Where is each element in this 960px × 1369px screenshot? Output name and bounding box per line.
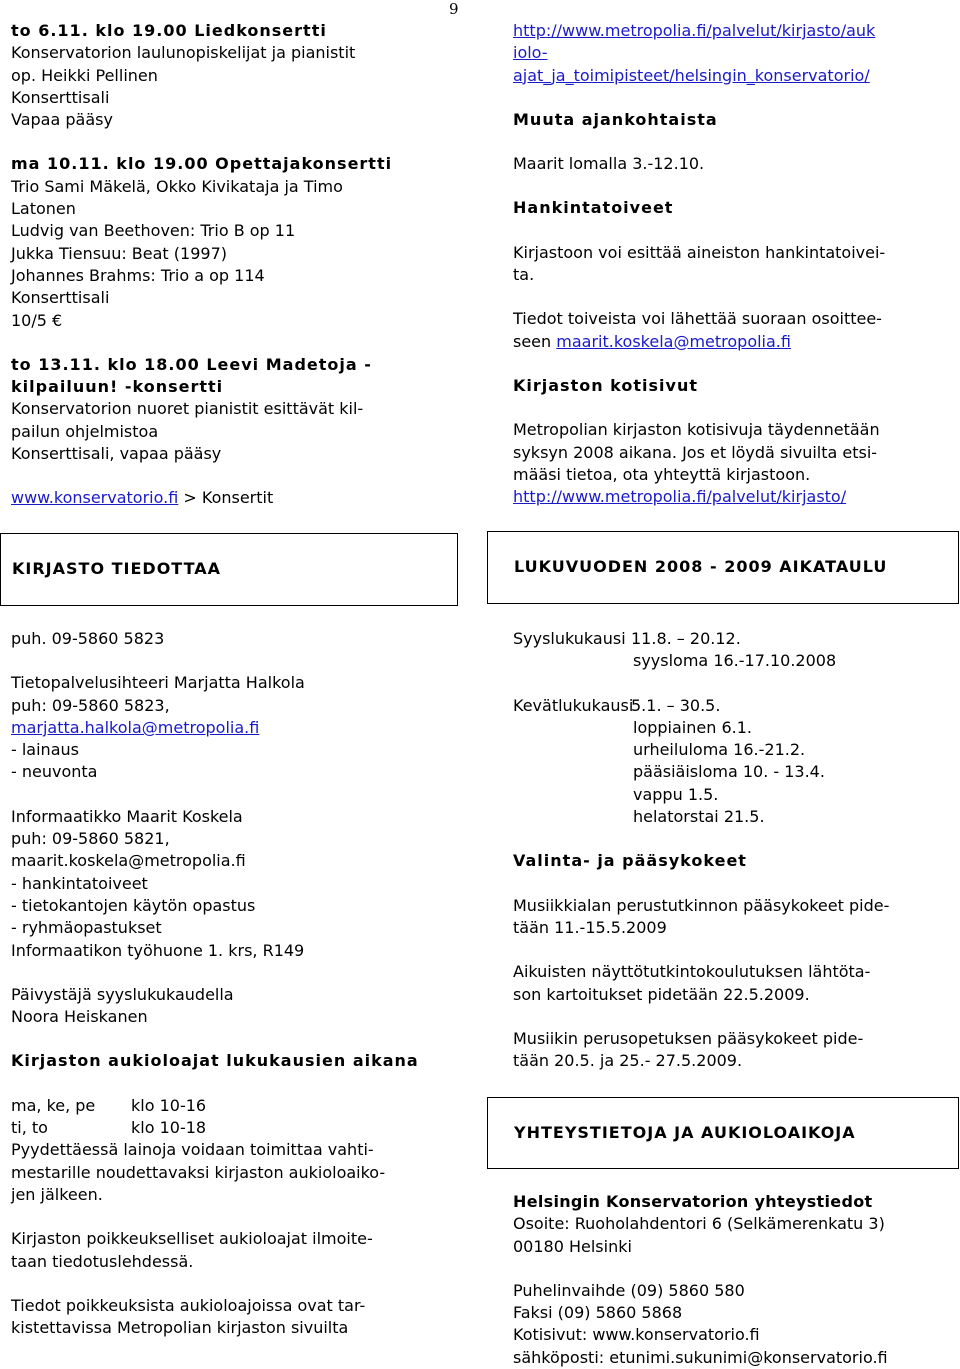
contact-web: Kotisivut: www.konservatorio.fi — [513, 1325, 760, 1345]
spring-holiday: pääsiäisloma 10. - 13.4. — [633, 762, 825, 782]
concert-2-line: Konserttisali — [11, 288, 110, 308]
schedule-column — [513, 628, 953, 1072]
concert-3-line: pailun ohjelmistoa — [11, 421, 159, 441]
concert-1-date: to 6.11. klo 19.00 Liedkonsertti — [11, 21, 327, 40]
concert-1-line: Konservatorion laulunopiskelijat ja pianistit — [11, 43, 356, 63]
exceptions-text-2: kistettavissa Metropolian kirjaston sivuilta — [11, 1318, 349, 1338]
schedule-title: LUKUVUODEN 2008 - 2009 AIKATAULU — [514, 557, 888, 577]
person-2-task: - tietokantojen käytön opastus — [11, 895, 256, 915]
concert-2-line: Jukka Tiensuu: Beat (1997) — [11, 243, 227, 263]
hours-time: klo 10-18 — [131, 1118, 207, 1138]
contact-phone: Puhelinvaihde (09) 5860 580 — [513, 1280, 745, 1300]
concerts-column — [11, 20, 441, 510]
entrance-exams-text: Musiikkialan perustutkinnon pääsykokeet pide- — [513, 895, 890, 915]
concert-3-link-row — [11, 487, 441, 509]
homepage-text: Metropolian kirjaston kotisivuja täydennetään — [513, 420, 880, 440]
entrance-exams-text: tään 20.5. ja 25.- 27.5.2009. — [513, 1051, 743, 1071]
spring-holiday: vappu 1.5. — [633, 784, 719, 804]
concert-2-date: ma 10.11. klo 19.00 Opettajakonsertti — [11, 154, 393, 174]
concert-3-date: to 13.11. klo 18.00 Leevi Madetoja - — [11, 354, 372, 374]
person-2-task: - ryhmäopastukset — [11, 918, 162, 938]
concert-1-line: Vapaa pääsy — [11, 110, 113, 130]
library-announces-title: KIRJASTO TIEDOTTAA — [12, 559, 222, 579]
library-homepage-link[interactable]: http://www.metropolia.fi/palvelut/kirjasto/ — [513, 487, 847, 507]
entrance-exams-text: son kartoitukset pidetään 22.5.2009. — [513, 984, 810, 1004]
person-1-task: - lainaus — [11, 740, 79, 760]
exceptions-text: taan tiedotuslehdessä. — [11, 1251, 194, 1271]
duty-name: Noora Heiskanen — [11, 1007, 148, 1027]
hours-note: jen jälkeen. — [11, 1184, 103, 1204]
concert-1-line: op. Heikki Pellinen — [11, 65, 158, 85]
homepage-text: määsi tietoa, ota yhteyttä kirjastoon. — [513, 464, 811, 484]
duty-label: Päivystäjä syyslukukaudella — [11, 984, 234, 1004]
concert-2-line: 10/5 € — [11, 310, 63, 330]
library-news-column — [513, 20, 953, 508]
person-1-phone: puh: 09-5860 5823, — [11, 695, 170, 715]
person-1-name: Tietopalvelusihteeri Marjatta Halkola — [11, 673, 305, 693]
hours-note: mestarille noudettavaksi kirjaston aukioloaiko- — [11, 1162, 386, 1182]
spring-term-label: Kevätlukukausi — [513, 695, 634, 715]
concert-2-line: Trio Sami Mäkelä, Okko Kivikataja ja Timo — [11, 176, 343, 196]
schedule-box — [487, 531, 959, 604]
exceptions-text: Kirjaston poikkeukselliset aukioloajat ilmoite- — [11, 1229, 373, 1249]
opening-hours-url[interactable]: http://www.metropolia.fi/palvelut/kirjasto/auk — [513, 21, 876, 40]
concert-3-date: kilpailuun! -konsertti — [11, 377, 224, 397]
person-2-name: Informaatikko Maarit Koskela — [11, 806, 243, 826]
entrance-exams-text: Musiikin perusopetuksen pääsykokeet pide- — [513, 1028, 864, 1048]
page-number: 9 — [449, 0, 459, 18]
library-phone: puh. 09-5860 5823 — [11, 629, 165, 648]
spring-holiday: helatorstai 21.5. — [633, 807, 765, 827]
current-news-heading: Muuta ajankohtaista — [513, 109, 718, 129]
opening-hours-url[interactable]: iolo- — [513, 43, 548, 63]
acquisition-text: ta. — [513, 265, 535, 285]
current-news-text: Maarit lomalla 3.-12.10. — [513, 154, 705, 174]
contact-column — [513, 1191, 958, 1369]
homepage-heading: Kirjaston kotisivut — [513, 375, 698, 395]
opening-hours-url[interactable]: ajat_ja_toimipisteet/helsingin_konservatorio/ — [513, 65, 870, 85]
concert-2-line: Johannes Brahms: Trio a op 114 — [11, 265, 265, 285]
hours-note: Pyydettäessä lainoja voidaan toimittaa vahti- — [11, 1140, 374, 1160]
opening-hours-row — [11, 1095, 461, 1117]
contact-address: Osoite: Ruoholahdentori 6 (Selkämerenkatu 3) — [513, 1214, 885, 1234]
concert-3-link-suffix: > Konsertit — [178, 488, 274, 508]
contact-heading: Helsingin Konservatorion yhteystiedot — [513, 1192, 873, 1211]
contact-title: YHTEYSTIETOJA JA AUKIOLOAIKOJA — [514, 1122, 856, 1142]
spring-holiday: loppiainen 6.1. — [633, 717, 752, 737]
library-announces-box — [0, 533, 458, 606]
concert-3-line: Konservatorion nuoret pianistit esittävät kil- — [11, 399, 364, 419]
contact-email: sähköposti: etunimi.sukunimi@konservatorio.fi — [513, 1347, 888, 1367]
autumn-break: syysloma 16.-17.10.2008 — [633, 651, 837, 671]
acquisition-email-row — [513, 331, 953, 353]
contact-box — [487, 1097, 959, 1169]
acquisition-heading: Hankintatoiveet — [513, 198, 674, 218]
opening-hours-heading: Kirjaston aukioloajat lukukausien aikana — [11, 1051, 419, 1071]
acquisition-email-prefix: seen — [513, 331, 557, 351]
contact-postal: 00180 Helsinki — [513, 1236, 632, 1256]
entrance-exams-text: tään 11.-15.5.2009 — [513, 917, 667, 937]
hours-time: klo 10-16 — [131, 1095, 207, 1115]
concert-3-line: Konserttisali, vapaa pääsy — [11, 444, 222, 464]
concert-2-line: Latonen — [11, 199, 76, 219]
concert-1-line: Konserttisali — [11, 87, 110, 107]
spring-holiday: urheiluloma 16.-21.2. — [633, 740, 806, 760]
koskela-email-link[interactable]: maarit.koskela@metropolia.fi — [556, 331, 791, 351]
person-2-task: - hankintatoiveet — [11, 873, 148, 893]
acquisition-text-2: Tiedot toiveista voi lähettää suoraan osoittee- — [513, 309, 882, 329]
autumn-term-dates: 11.8. – 20.12. — [631, 629, 741, 648]
library-info-column — [11, 628, 461, 1339]
homepage-text: syksyn 2008 aikana. Jos et löydä sivuilta etsi- — [513, 442, 878, 462]
person-2-phone: puh: 09-5860 5821, — [11, 829, 170, 849]
hours-days: ti, to — [11, 1118, 48, 1138]
halkola-email-link[interactable]: marjatta.halkola@metropolia.fi — [11, 717, 260, 737]
hours-days: ma, ke, pe — [11, 1095, 96, 1115]
entrance-exams-text: Aikuisten näyttötutkintokoulutuksen lähtöta- — [513, 962, 871, 982]
konservatorio-link[interactable]: www.konservatorio.fi — [11, 488, 179, 508]
autumn-term-label: Syyslukukausi — [513, 629, 626, 648]
spring-term-row — [513, 695, 953, 717]
contact-fax: Faksi (09) 5860 5868 — [513, 1303, 683, 1323]
autumn-term-row — [513, 628, 953, 650]
person-2-email: maarit.koskela@metropolia.fi — [11, 851, 246, 871]
opening-hours-row — [11, 1117, 461, 1139]
concert-2-line: Ludvig van Beethoven: Trio B op 11 — [11, 221, 296, 241]
spring-term-dates: 5.1. – 30.5. — [631, 695, 721, 715]
person-2-room: Informaatikon työhuone 1. krs, R149 — [11, 940, 305, 960]
person-1-task: - neuvonta — [11, 762, 98, 782]
entrance-exams-heading: Valinta- ja pääsykokeet — [513, 851, 747, 871]
exceptions-text-2: Tiedot poikkeuksista aukioloajoissa ovat tar- — [11, 1295, 366, 1315]
acquisition-text: Kirjastoon voi esittää aineiston hankintatoivei- — [513, 242, 886, 262]
